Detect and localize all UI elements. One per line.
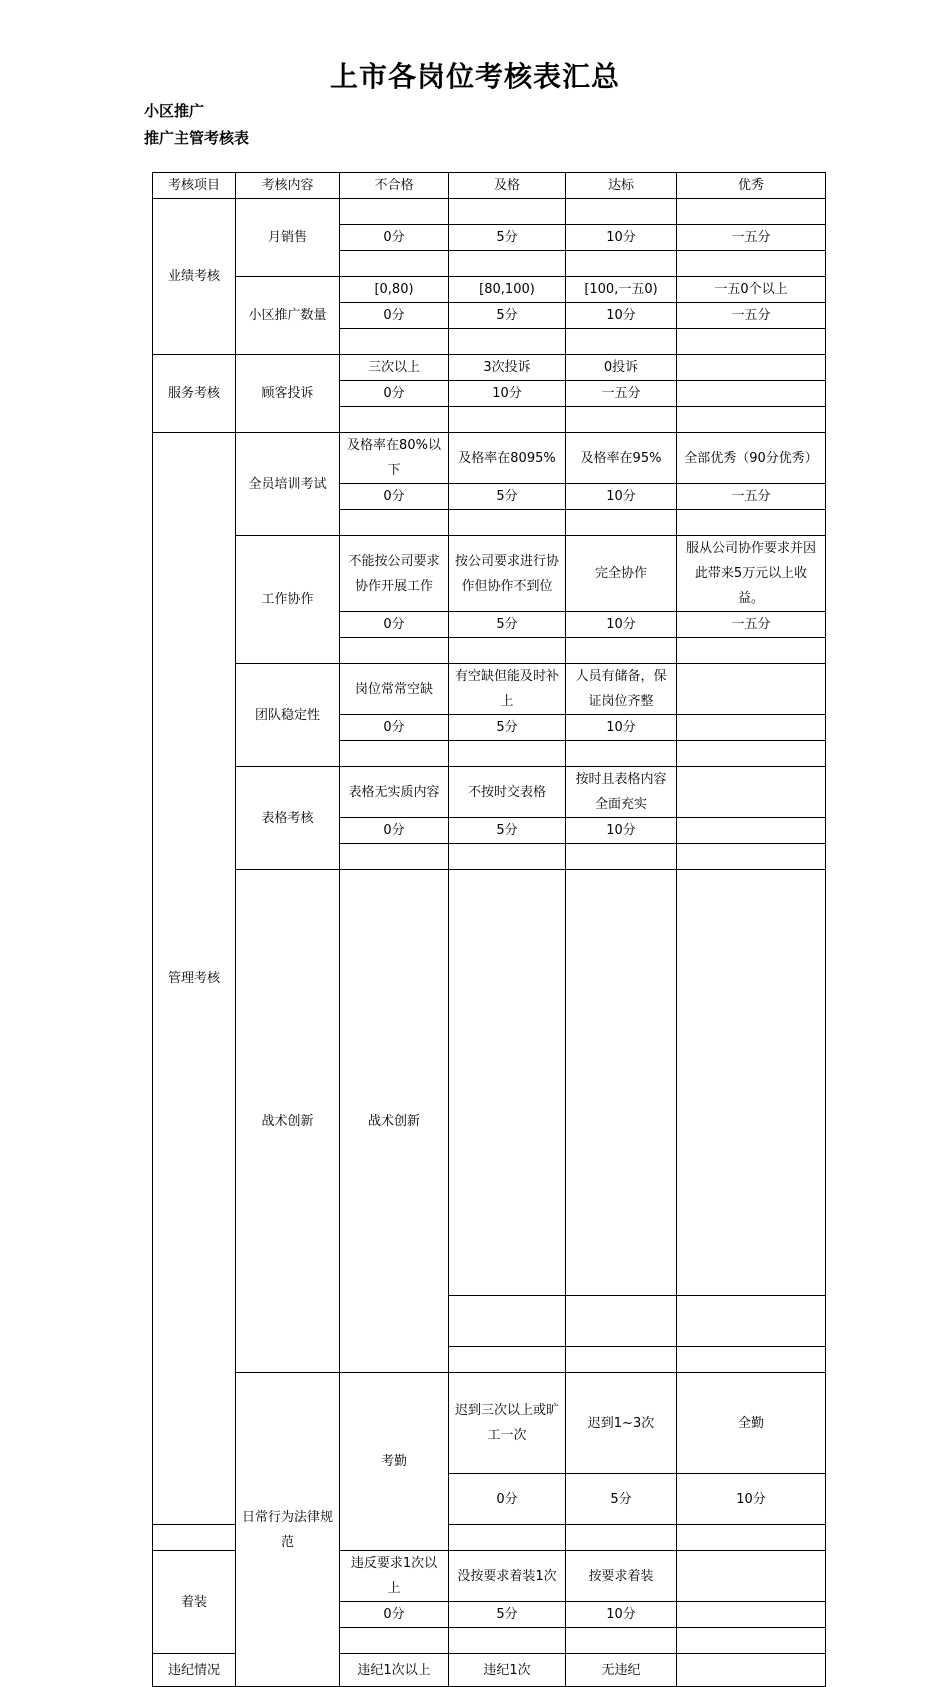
empty-cell bbox=[677, 638, 826, 664]
empty-cell bbox=[449, 844, 566, 870]
category-cell: 服务考核 bbox=[153, 355, 236, 433]
criteria-cell: 按时且表格内容全面充实 bbox=[566, 767, 677, 818]
empty-cell bbox=[449, 1525, 566, 1551]
empty-cell bbox=[566, 844, 677, 870]
score-cell: 0分 bbox=[340, 303, 449, 329]
criteria-cell: 服从公司协作要求并因此带来5万元以上收益。 bbox=[677, 536, 826, 612]
empty-cell bbox=[340, 329, 449, 355]
score-cell: 10分 bbox=[566, 484, 677, 510]
empty-cell bbox=[677, 741, 826, 767]
empty-cell bbox=[677, 1654, 826, 1687]
empty-cell bbox=[677, 1551, 826, 1602]
criteria-cell: 不能按公司要求协作开展工作 bbox=[340, 536, 449, 612]
score-cell: 5分 bbox=[449, 484, 566, 510]
table-row bbox=[153, 767, 826, 818]
score-cell: 5分 bbox=[449, 612, 566, 638]
table-header-row bbox=[153, 173, 826, 199]
header-cell: 及格 bbox=[449, 173, 566, 199]
empty-cell bbox=[340, 251, 449, 277]
empty-cell bbox=[566, 1347, 677, 1373]
score-cell: 0分 bbox=[340, 612, 449, 638]
score-cell: 5分 bbox=[449, 818, 566, 844]
empty-cell bbox=[449, 510, 566, 536]
criteria-cell: [0,80) bbox=[340, 277, 449, 303]
empty-cell bbox=[566, 1296, 677, 1347]
criteria-cell: 及格率在80%以下 bbox=[340, 433, 449, 484]
score-cell: 0分 bbox=[449, 1474, 566, 1525]
table-row bbox=[153, 355, 826, 381]
score-cell: 一五分 bbox=[566, 381, 677, 407]
score-cell: 10分 bbox=[566, 715, 677, 741]
score-cell: 0分 bbox=[340, 225, 449, 251]
score-cell: 10分 bbox=[449, 381, 566, 407]
score-cell: 0分 bbox=[340, 818, 449, 844]
criteria-cell: 全勤 bbox=[677, 1373, 826, 1474]
empty-cell bbox=[340, 638, 449, 664]
table-row bbox=[153, 199, 826, 225]
criteria-cell: 有空缺但能及时补上 bbox=[449, 664, 566, 715]
score-cell: 一五分 bbox=[677, 303, 826, 329]
criteria-cell: 0投诉 bbox=[566, 355, 677, 381]
empty-cell bbox=[566, 1628, 677, 1654]
score-cell: 一五分 bbox=[677, 484, 826, 510]
score-cell: 0分 bbox=[340, 1602, 449, 1628]
empty-cell bbox=[449, 1628, 566, 1654]
empty-cell bbox=[449, 741, 566, 767]
table-row bbox=[153, 870, 826, 1296]
score-cell: 10分 bbox=[566, 303, 677, 329]
empty-cell bbox=[677, 329, 826, 355]
header-cell: 不合格 bbox=[340, 173, 449, 199]
criteria-cell: 及格率在95% bbox=[566, 433, 677, 484]
empty-cell bbox=[677, 510, 826, 536]
score-cell: 0分 bbox=[340, 715, 449, 741]
criteria-cell: 全部优秀（90分优秀） bbox=[677, 433, 826, 484]
score-cell: 10分 bbox=[566, 1602, 677, 1628]
item-cell: 小区推广数量 bbox=[236, 277, 340, 355]
header-cell: 考核项目 bbox=[153, 173, 236, 199]
empty-cell bbox=[566, 741, 677, 767]
header-cell: 考核内容 bbox=[236, 173, 340, 199]
criteria-cell: 按公司要求进行协作但协作不到位 bbox=[449, 536, 566, 612]
empty-cell bbox=[449, 638, 566, 664]
empty-cell bbox=[566, 870, 677, 1296]
criteria-cell: 岗位常常空缺 bbox=[340, 664, 449, 715]
score-cell: 一五分 bbox=[677, 612, 826, 638]
category-cell: 战术创新 bbox=[236, 870, 340, 1373]
empty-cell bbox=[677, 407, 826, 433]
empty-cell bbox=[340, 407, 449, 433]
criteria-cell: 三次以上 bbox=[340, 355, 449, 381]
criteria-cell: 人员有储备，保证岗位齐整 bbox=[566, 664, 677, 715]
criteria-cell: 按要求着装 bbox=[566, 1551, 677, 1602]
empty-cell bbox=[566, 407, 677, 433]
empty-cell bbox=[449, 251, 566, 277]
item-cell: 违纪情况 bbox=[153, 1654, 236, 1687]
empty-cell bbox=[677, 1602, 826, 1628]
criteria-cell: 违纪1次 bbox=[449, 1654, 566, 1687]
criteria-cell: 没按要求着装1次 bbox=[449, 1551, 566, 1602]
criteria-cell: 不按时交表格 bbox=[449, 767, 566, 818]
category-cell: 日常行为法律规范 bbox=[236, 1373, 340, 1687]
score-cell: 5分 bbox=[566, 1474, 677, 1525]
empty-cell bbox=[566, 1525, 677, 1551]
criteria-cell: 一五0个以上 bbox=[677, 277, 826, 303]
empty-cell bbox=[340, 1628, 449, 1654]
section-title: 小区推广 bbox=[144, 102, 205, 120]
criteria-cell: 违纪1次以上 bbox=[340, 1654, 449, 1687]
score-cell: 10分 bbox=[566, 612, 677, 638]
empty-cell bbox=[340, 844, 449, 870]
empty-cell bbox=[677, 844, 826, 870]
item-cell: 团队稳定性 bbox=[236, 664, 340, 767]
score-cell: 5分 bbox=[449, 1602, 566, 1628]
item-cell: 全员培训考试 bbox=[236, 433, 340, 536]
score-cell: 一五分 bbox=[677, 225, 826, 251]
criteria-cell: 及格率在8095% bbox=[449, 433, 566, 484]
empty-cell bbox=[566, 638, 677, 664]
item-cell: 战术创新 bbox=[340, 870, 449, 1373]
empty-cell bbox=[153, 1525, 236, 1551]
page-title: 上市各岗位考核表汇总 bbox=[329, 60, 620, 93]
table-title: 推广主管考核表 bbox=[144, 129, 250, 147]
item-cell: 考勤 bbox=[340, 1373, 449, 1551]
empty-cell bbox=[449, 199, 566, 225]
criteria-cell: 3次投诉 bbox=[449, 355, 566, 381]
empty-cell bbox=[566, 251, 677, 277]
item-cell: 月销售 bbox=[236, 199, 340, 277]
item-cell: 顾客投诉 bbox=[236, 355, 340, 433]
item-cell: 表格考核 bbox=[236, 767, 340, 870]
score-cell: 10分 bbox=[677, 1474, 826, 1525]
table-row bbox=[153, 536, 826, 612]
empty-cell bbox=[340, 741, 449, 767]
table-row bbox=[153, 1373, 826, 1474]
empty-cell bbox=[677, 1347, 826, 1373]
empty-cell bbox=[677, 381, 826, 407]
empty-cell bbox=[677, 870, 826, 1296]
score-cell: 0分 bbox=[340, 484, 449, 510]
empty-cell bbox=[677, 664, 826, 715]
empty-cell bbox=[340, 510, 449, 536]
empty-cell bbox=[449, 329, 566, 355]
criteria-cell: 表格无实质内容 bbox=[340, 767, 449, 818]
header-cell: 优秀 bbox=[677, 173, 826, 199]
empty-cell bbox=[677, 715, 826, 741]
empty-cell bbox=[449, 407, 566, 433]
score-cell: 0分 bbox=[340, 381, 449, 407]
criteria-cell: 完全协作 bbox=[566, 536, 677, 612]
score-cell: 5分 bbox=[449, 715, 566, 741]
category-cell: 业绩考核 bbox=[153, 199, 236, 355]
empty-cell bbox=[677, 251, 826, 277]
empty-cell bbox=[340, 199, 449, 225]
empty-cell bbox=[449, 1347, 566, 1373]
criteria-cell: [100,一五0) bbox=[566, 277, 677, 303]
empty-cell bbox=[677, 199, 826, 225]
empty-cell bbox=[677, 1628, 826, 1654]
category-cell: 管理考核 bbox=[153, 433, 236, 1525]
score-cell: 5分 bbox=[449, 225, 566, 251]
criteria-cell: 迟到三次以上或旷工一次 bbox=[449, 1373, 566, 1474]
empty-cell bbox=[677, 1296, 826, 1347]
table-row bbox=[153, 664, 826, 715]
criteria-cell: 无违纪 bbox=[566, 1654, 677, 1687]
item-cell: 着装 bbox=[153, 1551, 236, 1654]
score-cell: 10分 bbox=[566, 818, 677, 844]
criteria-cell: 迟到1~3次 bbox=[566, 1373, 677, 1474]
empty-cell bbox=[677, 818, 826, 844]
score-cell: 5分 bbox=[449, 303, 566, 329]
table-row bbox=[153, 433, 826, 484]
empty-cell bbox=[566, 329, 677, 355]
criteria-cell: [80,100) bbox=[449, 277, 566, 303]
empty-cell bbox=[677, 355, 826, 381]
score-cell: 10分 bbox=[566, 225, 677, 251]
empty-cell bbox=[566, 510, 677, 536]
criteria-cell: 违反要求1次以上 bbox=[340, 1551, 449, 1602]
empty-cell bbox=[677, 767, 826, 818]
item-cell: 工作协作 bbox=[236, 536, 340, 664]
assessment-table bbox=[152, 172, 826, 1687]
empty-cell bbox=[566, 199, 677, 225]
empty-cell bbox=[449, 1296, 566, 1347]
table-row bbox=[153, 277, 826, 303]
header-cell: 达标 bbox=[566, 173, 677, 199]
empty-cell bbox=[449, 870, 566, 1296]
empty-cell bbox=[677, 1525, 826, 1551]
